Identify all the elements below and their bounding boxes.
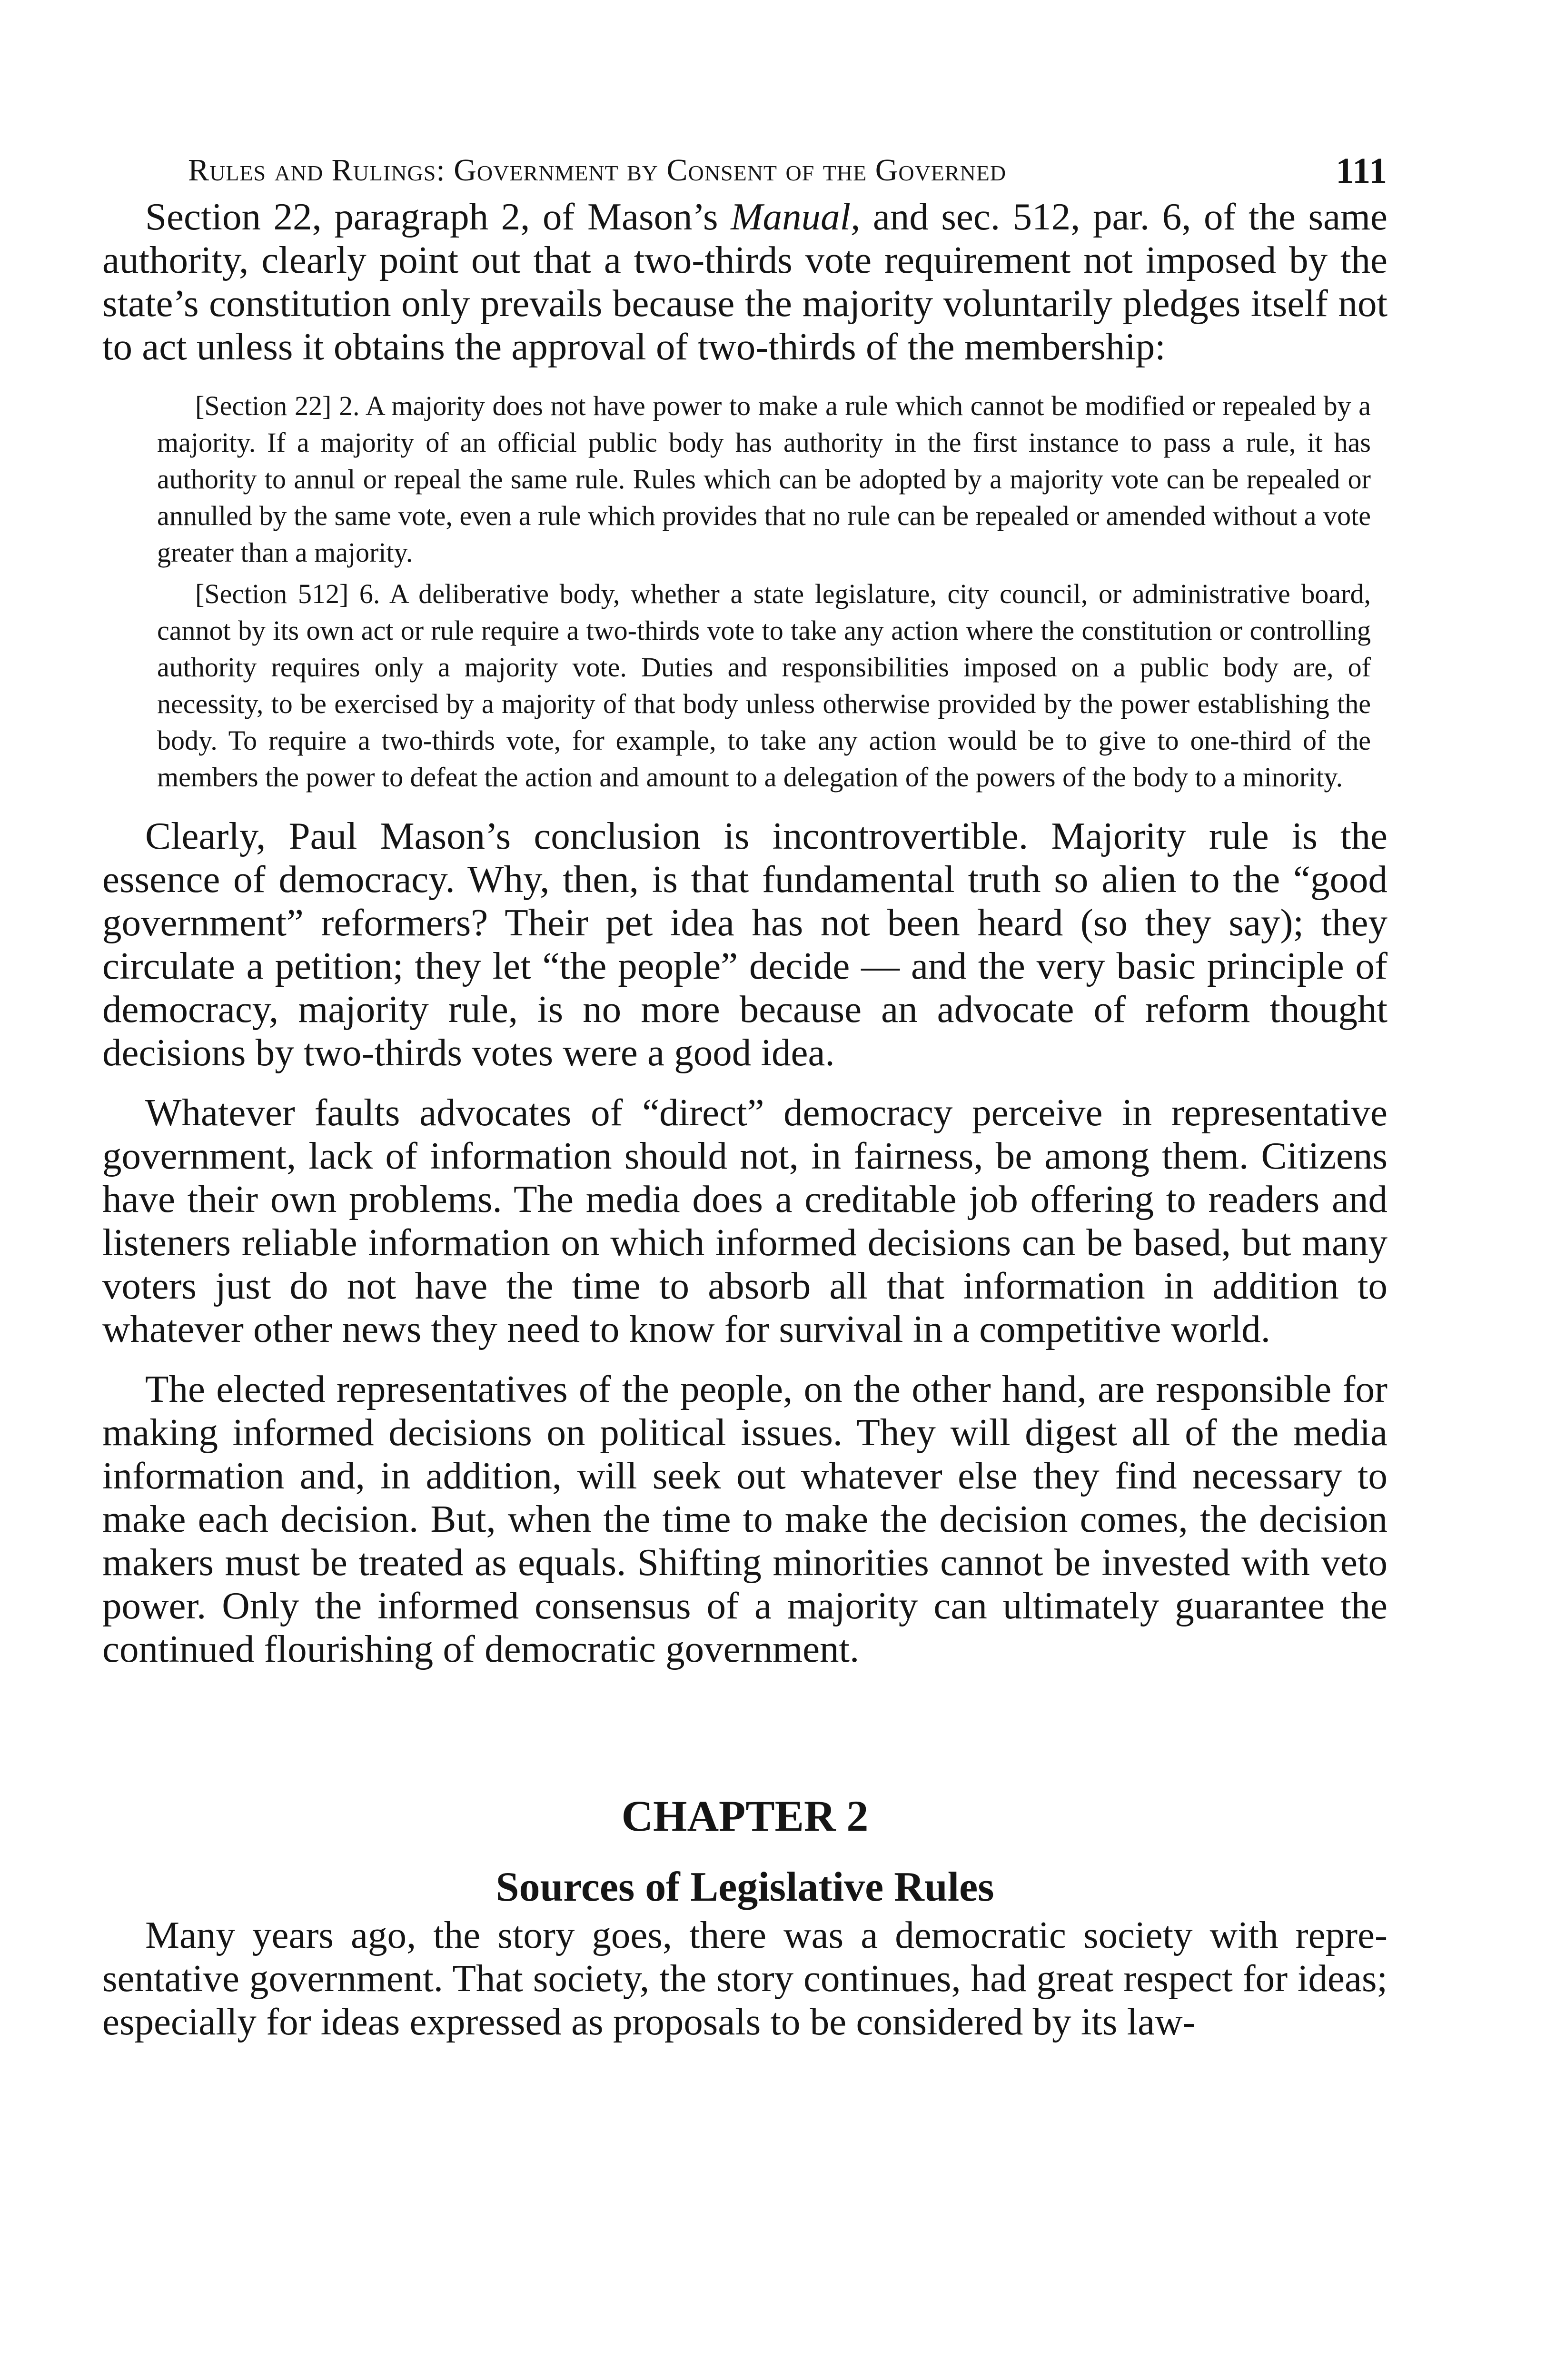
manual-title: Manual, <box>731 195 861 238</box>
chapter-heading <box>102 1790 1387 1914</box>
chapter-label: CHAPTER 2 <box>621 1792 869 1840</box>
running-head <box>102 143 1387 195</box>
quote-label: [Section 22] <box>195 390 332 421</box>
body-paragraph: Whatever faults advocates of “direct” democracy perceive in representative government, lack of information should not, in fairness, be among them. Citizens have their own problems. The media does a creditable job offering to readers and listeners reliable information on which informed decisions can be based, but many voters just do not have the time to absorb all that information in addition to whatever other news they need to know for survival in a competitive world. <box>102 1091 1387 1350</box>
body-paragraph: Clearly, Paul Mason’s conclusion is incontrovertible. Majority rule is the essence of democracy. Why, then, is that fundamental truth so alien to the “good government” reformers? Their pet idea has not been heard (so they say); they circulate a petition; they let “the people” decide — and the very basic principle of democracy, majority rule, is no more because an advocate of reform thought decisions by two-thirds votes were a good idea. <box>102 814 1387 1074</box>
opening-text-part1: Section 22, paragraph 2, of Mason’s <box>145 195 731 238</box>
body-paragraph: The elected representatives of the people, on the other hand, are responsible for making informed decisions on political issues. They will digest all of the media information and, in addition, will seek out whatever else they find necessary to make each decision. But, when the time to make the decision comes, the decision makers must be treated as equals. Shifting minorities cannot be invested with veto power. Only the informed consensus of a majority can ultimately guarantee the continued flourishing of democratic government. <box>102 1368 1387 1670</box>
opening-text-part2: and sec. 512, par. 6, of the same authority, clearly point out that a two-thirds vote requirement not imposed by the state’s constitution only prevails because the majority voluntarily pledges itself not to act unless it obtains the approval of two-thirds of the membership: <box>102 195 1387 368</box>
chapter-opening-paragraph: Many years ago, the story goes, there was a democratic society with representative government. That society, the story continues, had great respect for ideas; especially for ideas expressed as proposals to be considered by its law- <box>102 1914 1387 2043</box>
quote-section-22 <box>157 387 1371 571</box>
quote-text: 2. A majority does not have power to make a rule which cannot be modified or repealed by a majority. If a majority of an official public body has authority in the first instance to pass a rule, it has authority to annul or repeal the same rule. Rules which can be adopted by a majority vote can be repealed or annulled by the same vote, even a rule which provides that no rule can be repealed or amended without a vote greater than a majority. <box>157 390 1371 568</box>
quote-label: [Section 512] <box>195 578 349 609</box>
book-page <box>102 143 1387 2043</box>
quote-text: 6. A deliberative body, whether a state legislature, city council, or administrative board, cannot by its own act or rule require a two-thirds vote to take any action where the constitution or controlling authority requires only a majority vote. Duties and responsibilities imposed on a public body are, of necessity, to be exercised by a majority of that body unless otherwise provided by the power establishing the body. To require a two-thirds vote, for example, to take any action would be to give to one-third of the members the power to defeat the action and amount to a delegation of the powers of the body to a minority. <box>157 578 1371 793</box>
quote-section-512 <box>157 575 1371 795</box>
running-head-title: Rules and Rulings: Government by Consent of the Governed <box>188 153 1007 188</box>
opening-paragraph <box>102 195 1387 368</box>
block-quote <box>157 387 1371 795</box>
page-number: 111 <box>1336 151 1387 191</box>
chapter-title: Sources of Legislative Rules <box>496 1864 994 1910</box>
